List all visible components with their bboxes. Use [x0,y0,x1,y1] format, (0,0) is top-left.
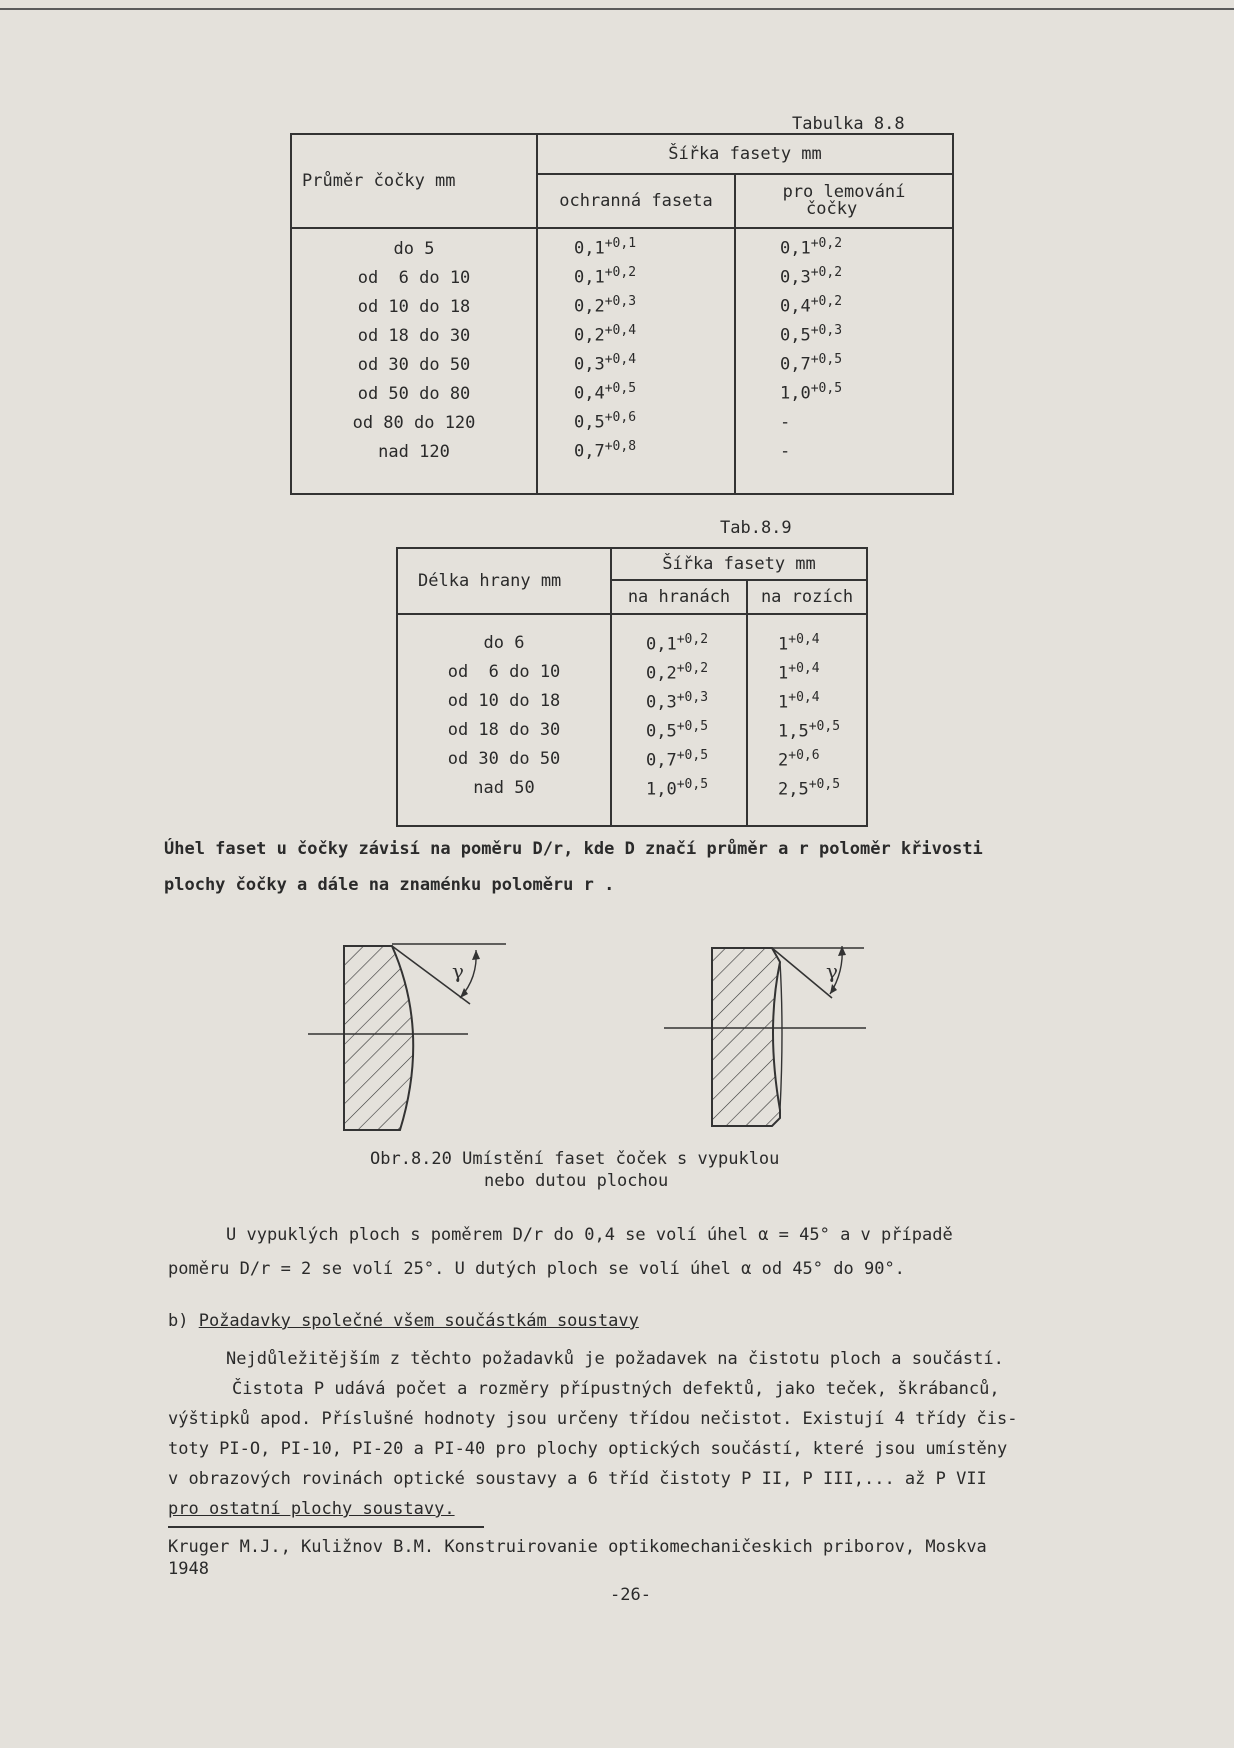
range-cell: od 30 do 50 [447,749,561,769]
tolerance-superscript: +0,5 [676,748,709,763]
tolerance-cell-primary [646,625,746,654]
tolerance-superscript: +0,2 [810,265,843,280]
tolerance-base: 0,7 [574,441,605,462]
tolerance-cell-secondary [778,770,866,799]
tolerance-base: 0,7 [646,750,677,771]
tolerance-cell-primary [646,683,746,712]
tolerance-base: 0,5 [780,325,811,346]
tolerance-superscript: +0,3 [810,323,843,338]
section-b-line-4: toty PI-O, PI-10, PI-20 a PI-40 pro plochy optických součástí, které jsou umístěny [168,1439,1008,1459]
tolerance-base: 0,3 [574,354,605,375]
section-b-line-1: Nejdůležitějším z těchto požadavků je požadavek na čistotu ploch a součástí. [226,1349,1004,1369]
table-8-8-group-header: Šířka fasety mm [668,144,822,164]
tolerance-superscript: +0,6 [604,410,637,425]
section-b-heading-prefix: b) [168,1311,199,1331]
tolerance-base: 0,1 [574,238,605,259]
angles-paragraph-line-2: poměru D/r = 2 se volí 25°. U dutých ploch se volí úhel α od 45° do 90°. [168,1259,905,1279]
tolerance-base: 1 [778,663,789,684]
tolerance-cell-secondary [780,287,952,316]
tolerance-base: 0,5 [646,721,677,742]
tolerance-cell-primary [574,374,734,403]
table-8-8-label: Tabulka 8.8 [792,114,905,134]
tolerance-cell-secondary [778,654,866,683]
tolerance-base: 1 [778,634,789,655]
concave-lens-facet-diagram [660,934,890,1134]
tolerance-cell-secondary [778,741,866,770]
table-8-8-col1-header: Průměr čočky mm [302,171,456,191]
tolerance-base: 1,0 [646,779,677,800]
intro-line-1: Úhel faset u čočky závisí na poměru D/r, kde D značí průměr a r poloměr křivosti [164,839,983,859]
range-cell: do 5 [393,239,435,259]
tolerance-base: - [780,412,791,433]
section-b-line-6: pro ostatní plochy soustavy. [168,1499,455,1519]
table-8-9-group-header: Šířka fasety mm [662,554,816,574]
top-edge-rule [0,8,1234,10]
tolerance-base: 0,3 [646,692,677,713]
tolerance-superscript: +0,6 [788,748,820,763]
tolerance-superscript: +0,5 [676,777,709,792]
range-cell: od 18 do 30 [357,326,471,346]
tolerance-superscript: +0,5 [810,381,843,396]
angles-paragraph-line-1: U vypuklých ploch s poměrem D/r do 0,4 se volí úhel α = 45° a v případě [226,1225,953,1245]
tolerance-superscript: +0,2 [810,236,843,251]
section-b-heading-text: Požadavky společné všem součástkám soustavy [198,1311,639,1331]
tolerance-base: 2,5 [778,779,809,800]
tolerance-cell-primary [574,345,734,374]
range-cell: od 6 do 10 [447,662,561,682]
tolerance-superscript: +0,5 [810,352,843,367]
gamma-angle-label-concave: γ [826,959,838,983]
section-b-line-3: výštipků apod. Příslušné hodnoty jsou určeny třídou nečistot. Existují 4 třídy čis- [168,1409,1018,1429]
tolerance-base: 0,5 [574,412,605,433]
tolerance-cell-secondary [780,432,952,461]
tolerance-base: 0,2 [646,663,677,684]
gamma-angle-label-convex: γ [452,959,464,983]
range-cell: od 80 do 120 [352,413,476,433]
tolerance-cell-secondary [778,712,866,741]
tolerance-superscript: +0,2 [810,294,843,309]
table-8-8-sub2-header-line1: pro lemování [782,182,906,202]
table-8-8-sub2-header-line2: čočky [806,199,858,219]
range-cell: od 6 do 10 [357,268,471,288]
section-b-line-2: Čistota P udává počet a rozměry přípustných defektů, jako teček, škrábanců, [232,1379,1000,1399]
table-8-9-col1-header: Délka hrany mm [418,571,562,591]
tolerance-cell-secondary [780,403,952,432]
tolerance-superscript: +0,5 [808,719,841,734]
tolerance-cell-secondary [778,683,866,712]
tolerance-base: 0,1 [646,634,677,655]
tolerance-superscript: +0,5 [676,719,709,734]
tolerance-base: 0,7 [780,354,811,375]
figure-caption-line-1: Obr.8.20 Umístění faset čoček s vypuklou [370,1149,780,1169]
tolerance-base: - [780,441,791,462]
tolerance-superscript: +0,2 [604,265,637,280]
tolerance-superscript: +0,5 [808,777,841,792]
range-cell: od 10 do 18 [447,691,561,711]
tolerance-superscript: +0,3 [676,690,709,705]
tolerance-base: 0,1 [780,238,811,259]
tolerance-base: 1,0 [780,383,811,404]
tolerance-superscript: +0,8 [604,439,637,454]
tolerance-cell-secondary [780,345,952,374]
figure-caption-line-2: nebo dutou plochou [484,1171,669,1191]
tolerance-cell-primary [646,712,746,741]
tolerance-superscript: +0,4 [788,690,820,705]
tolerance-cell-primary [646,770,746,799]
section-b-heading [168,1306,639,1337]
tolerance-superscript: +0,4 [604,352,637,367]
tolerance-superscript: +0,1 [604,236,637,251]
tolerance-base: 0,3 [780,267,811,288]
tolerance-superscript: +0,4 [788,661,820,676]
tolerance-cell-secondary [778,625,866,654]
tolerance-base: 0,4 [574,383,605,404]
tolerance-cell-primary [646,741,746,770]
range-cell: nad 120 [378,442,450,462]
reference-line-1: Kruger M.J., Kuližnov B.M. Konstruirovanie optikomechaničeskich priborov, Moskva [168,1537,987,1557]
tolerance-cell-secondary [780,229,952,258]
tolerance-cell-secondary [780,316,952,345]
table-8-8 [290,133,954,495]
tolerance-base: 0,2 [574,325,605,346]
reference-line-2: 1948 [168,1559,209,1579]
table-8-9-sub2-header: na rozích [760,587,854,607]
tolerance-base: 0,1 [574,267,605,288]
range-cell: od 30 do 50 [357,355,471,375]
range-cell: od 18 do 30 [447,720,561,740]
tolerance-superscript: +0,2 [676,632,709,647]
convex-lens-facet-diagram [300,930,530,1136]
tolerance-base: 2 [778,750,789,771]
tolerance-superscript: +0,5 [604,381,637,396]
table-8-9-sub1-header: na hranách [627,587,731,607]
tolerance-base: 0,2 [574,296,605,317]
tolerance-superscript: +0,4 [788,632,820,647]
section-b-line-5: v obrazových rovinách optické soustavy a 6 tříd čistoty P II, P III,... až P VII [168,1469,987,1489]
tolerance-cell-primary [574,316,734,345]
table-8-8-sub1-header: ochranná faseta [559,191,713,211]
table-8-9-label: Tab.8.9 [720,518,792,538]
tolerance-cell-primary [574,432,734,461]
reference-separator [168,1526,484,1528]
tolerance-cell-primary [574,229,734,258]
range-cell: od 10 do 18 [357,297,471,317]
range-cell: do 6 [483,633,525,653]
page-number: -26- [610,1585,651,1605]
tolerance-cell-primary [574,258,734,287]
range-cell: od 50 do 80 [357,384,471,404]
intro-line-2: plochy čočky a dále na znaménku poloměru r . [164,875,615,895]
tolerance-cell-secondary [780,374,952,403]
tolerance-base: 1 [778,692,789,713]
tolerance-cell-primary [646,654,746,683]
tolerance-cell-primary [574,287,734,316]
tolerance-superscript: +0,3 [604,294,637,309]
table-8-9 [396,547,868,827]
tolerance-cell-secondary [780,258,952,287]
tolerance-superscript: +0,2 [676,661,709,676]
tolerance-cell-primary [574,403,734,432]
tolerance-base: 0,4 [780,296,811,317]
tolerance-base: 1,5 [778,721,809,742]
range-cell: nad 50 [473,778,535,798]
tolerance-superscript: +0,4 [604,323,637,338]
